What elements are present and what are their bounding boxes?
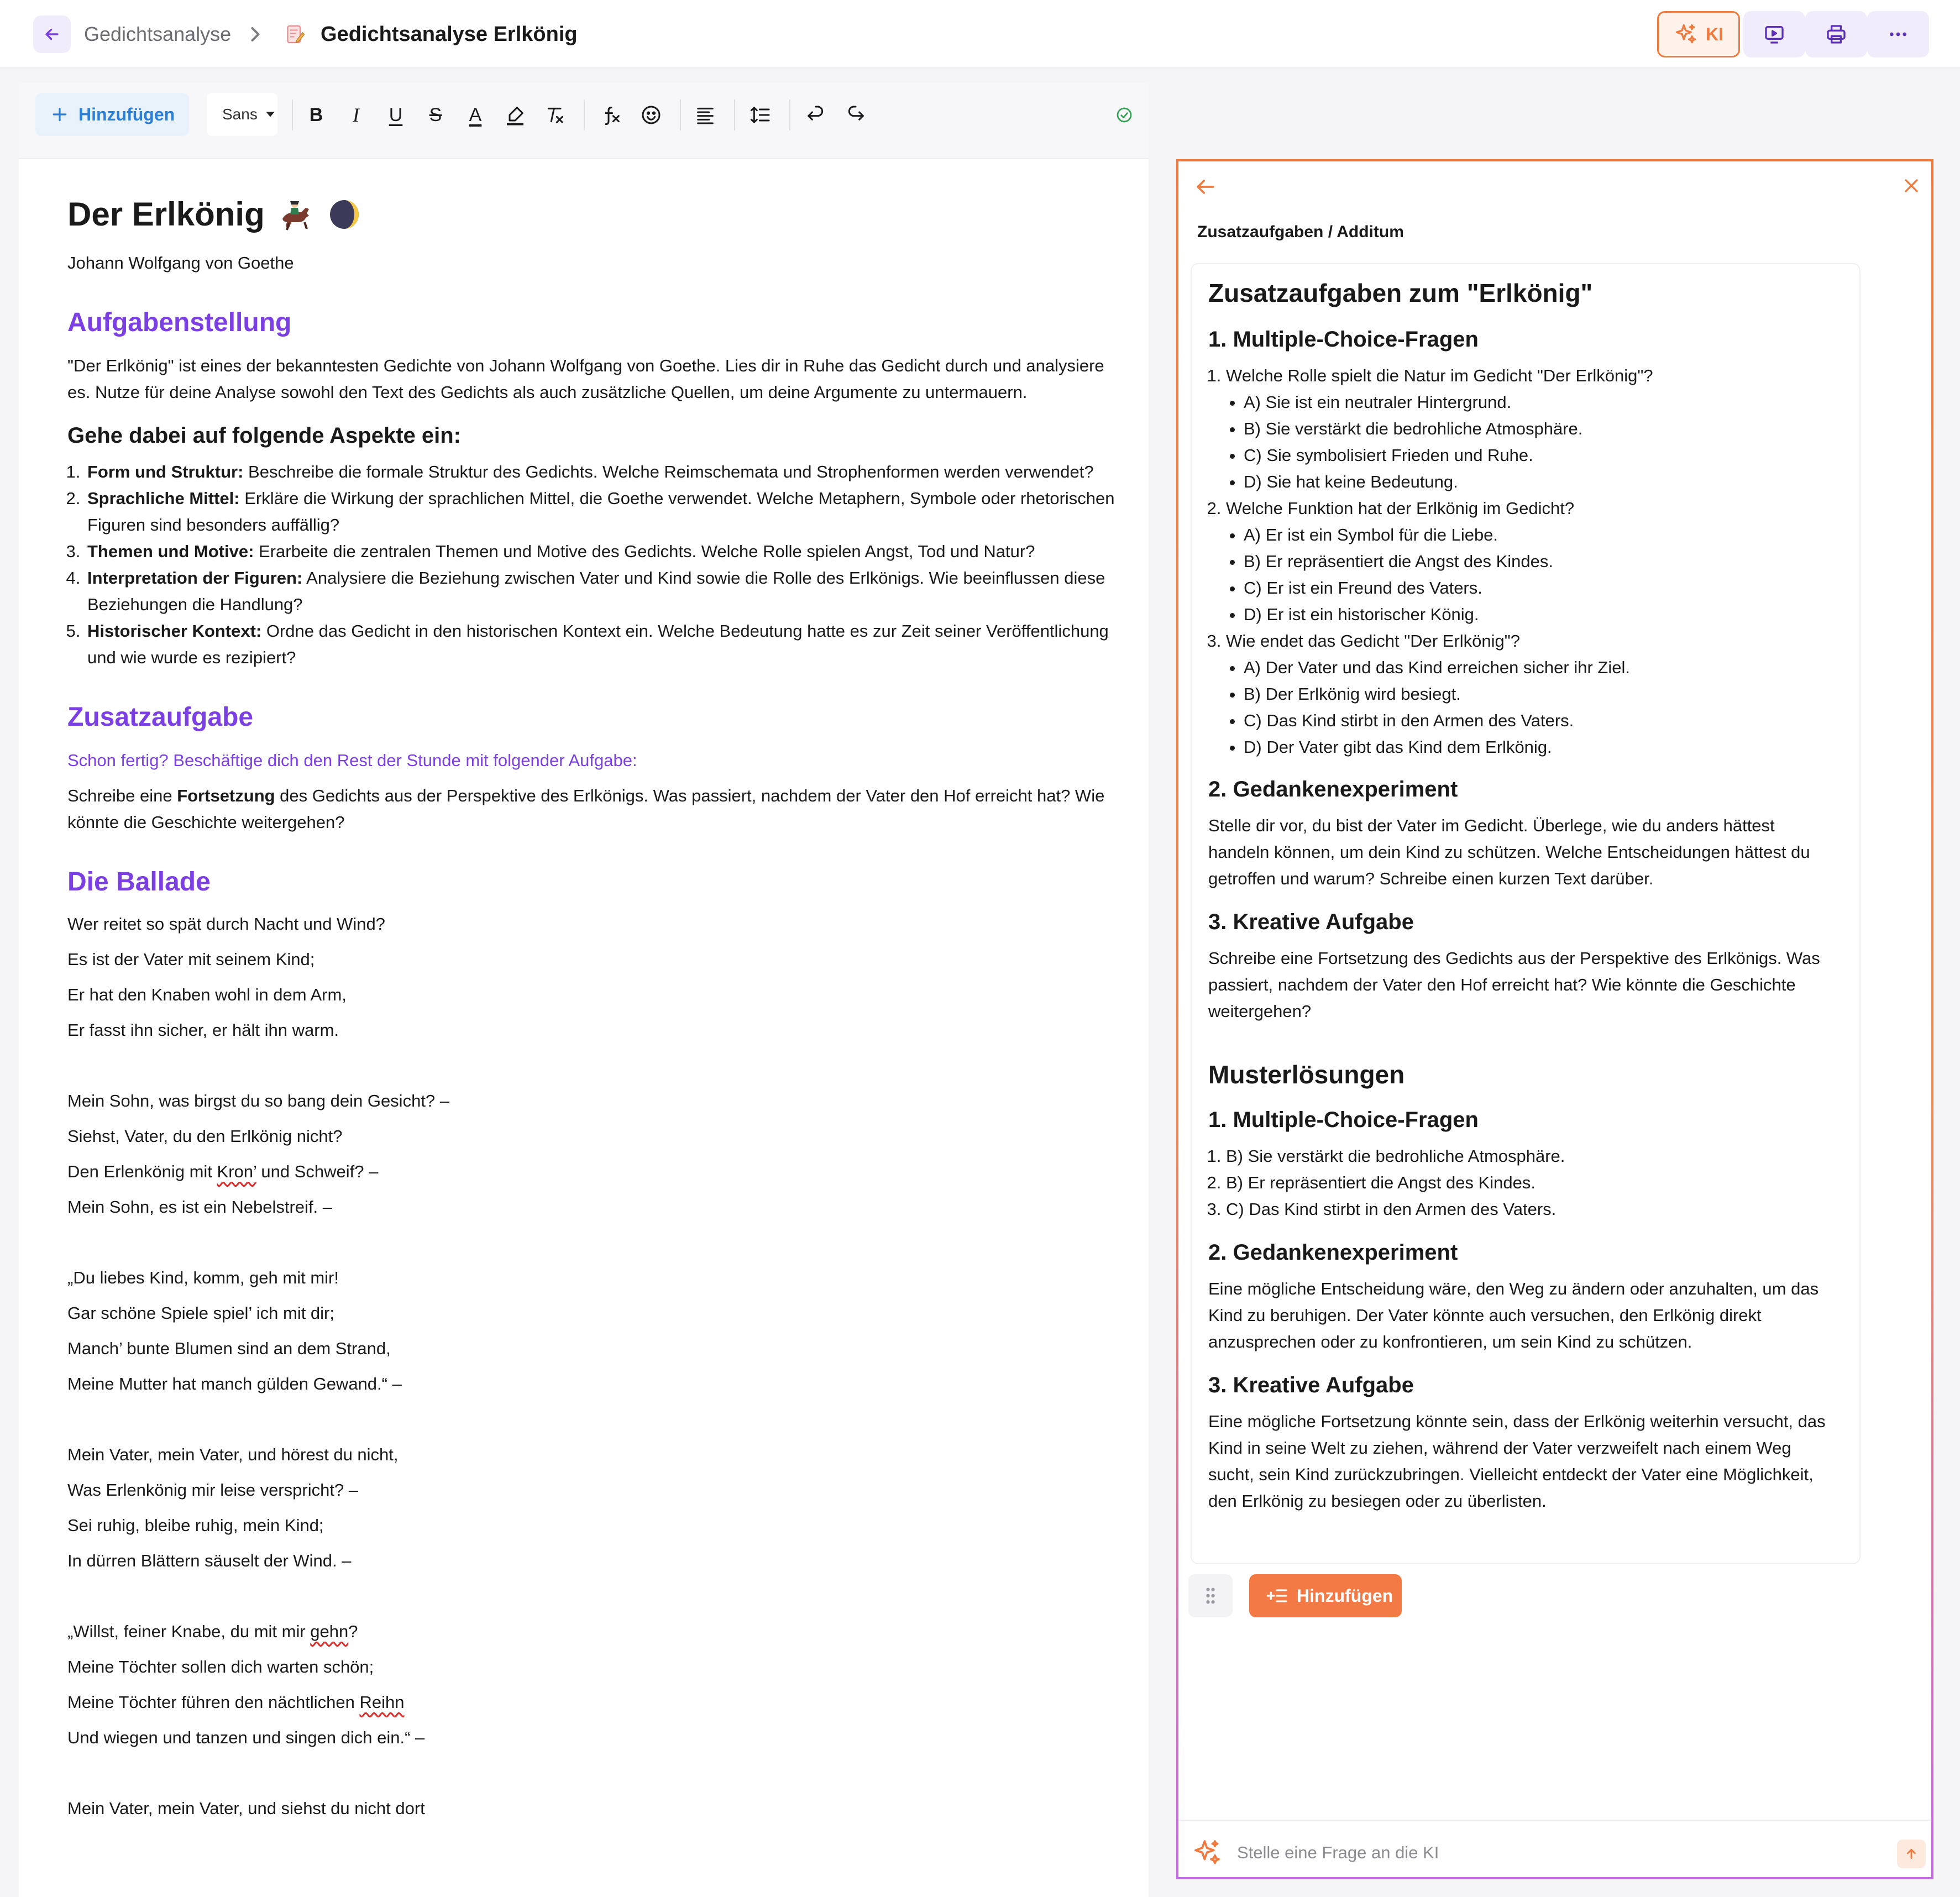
arrow-left-icon	[43, 25, 61, 44]
poem-line	[67, 1154, 1118, 1189]
stanza-gap	[67, 1579, 1118, 1614]
option-item: • D) Der Vater gibt das Kind dem Erlkönig.	[1244, 734, 1833, 761]
mc-question-list	[1208, 363, 1833, 761]
document-title-text: Der Erlkönig	[67, 196, 265, 233]
poem-line: Siehst, Vater, du den Erlkönig nicht?	[67, 1126, 343, 1146]
poem-line: Manch’ bunte Blumen sind an dem Strand,	[67, 1339, 391, 1358]
toolbar-divider	[734, 99, 735, 130]
arrow-up-icon	[1904, 1847, 1919, 1861]
document-icon	[285, 23, 305, 45]
aspect-label: Form und Struktur:	[87, 462, 244, 481]
aspect-label: Sprachliche Mittel:	[87, 489, 240, 508]
caret-down-icon	[265, 111, 275, 118]
aspect-label: Interpretation der Figuren:	[87, 568, 303, 588]
close-icon	[1900, 175, 1922, 197]
top-bar	[0, 0, 1960, 69]
more-horizontal-icon	[1887, 23, 1909, 45]
ki-panel	[1176, 159, 1933, 1879]
poem-line: Mein Vater, mein Vater, und hörest du nicht,	[67, 1445, 399, 1464]
question-text: Welche Rolle spielt die Natur im Gedicht "Der Erlkönig"?	[1226, 366, 1653, 385]
extra-note: Schon fertig? Beschäftige dich den Rest der Stunde mit folgender Aufgabe:	[67, 751, 637, 770]
option-list	[1226, 522, 1833, 628]
text-color-button[interactable]: A	[469, 104, 482, 125]
aspects-heading: Gehe dabei auf folgende Aspekte ein:	[67, 423, 461, 448]
solution-thought-text: Eine mögliche Entscheidung wäre, den Weg zu ändern oder anzuhalten, um das Kind zu beruhigen. Der Vater könnte auch versuchen, den Erlkönig direkt anzusprechen oder zu konfrontieren, um sein Kind zu schützen.	[1208, 1279, 1819, 1351]
creative-heading: 3. Kreative Aufgabe	[1208, 910, 1414, 934]
extra-text-bold: Fortsetzung	[177, 786, 275, 805]
editor	[19, 83, 1149, 1897]
strikethrough-button[interactable]: S	[429, 104, 442, 125]
option-item: • A) Der Vater und das Kind erreichen sicher ihr Ziel.	[1244, 654, 1833, 681]
aspect-text: Erkläre die Wirkung der sprachlichen Mittel, die Goethe verwendet. Welche Metaphern, Symbole oder rhetorischen Figuren sind besonders auffällig?	[87, 489, 1115, 534]
clear-format-icon	[544, 104, 566, 126]
spellcheck-word[interactable]: gehn	[310, 1622, 349, 1641]
poem-line: Sei ruhig, bleibe ruhig, mein Kind;	[67, 1516, 324, 1535]
question-text: Welche Funktion hat der Erlkönig im Gedicht?	[1226, 499, 1575, 518]
stanza-gap	[67, 1755, 1118, 1791]
italic-button[interactable]: I	[353, 104, 359, 126]
plus-icon	[51, 106, 69, 123]
sparkle-icon	[1192, 1837, 1223, 1868]
stanza-gap	[67, 1225, 1118, 1260]
option-item: • A) Er ist ein Symbol für die Liebe.	[1244, 522, 1833, 548]
spellcheck-word[interactable]: Kron’	[217, 1162, 256, 1181]
horse-rider-emoji-icon	[278, 197, 313, 232]
send-button[interactable]	[1897, 1840, 1926, 1868]
poem-line	[67, 1685, 1118, 1720]
option-item: • B) Er repräsentiert die Angst des Kindes.	[1244, 548, 1833, 575]
editor-toolbar	[19, 83, 1149, 159]
ki-question-input[interactable]	[1237, 1840, 1845, 1866]
poem-line: Und wiegen und tanzen und singen dich ein.“ –	[67, 1728, 425, 1747]
poem-line: Er hat den Knaben wohl in dem Arm,	[67, 985, 347, 1004]
emoji-button[interactable]	[636, 99, 667, 130]
poem-line: Was Erlenkönig mir leise verspricht? –	[67, 1480, 359, 1500]
undo-icon	[805, 104, 827, 126]
aspect-text: Erarbeite die zentralen Themen und Motive des Gedichts. Welche Rolle spielen Angst, Tod und Natur?	[254, 542, 1035, 561]
line-height-button[interactable]	[745, 99, 776, 130]
redo-button[interactable]	[840, 99, 871, 130]
mc-question	[1226, 363, 1833, 495]
creative-text: Schreibe eine Fortsetzung des Gedichts aus der Perspektive des Erlkönigs. Was passiert, nachdem der Vater den Hof erreicht hat? Wie könnte die Geschichte weitergehen?	[1208, 948, 1820, 1021]
spellcheck-word[interactable]: Reihn	[359, 1692, 405, 1712]
poem-line: Es ist der Vater mit seinem Kind;	[67, 950, 315, 969]
saved-check-icon	[1113, 104, 1135, 126]
back-button[interactable]	[33, 15, 71, 53]
option-item: • D) Sie hat keine Bedeutung.	[1244, 469, 1833, 495]
toolbar-divider	[584, 99, 585, 130]
presentation-icon	[1763, 23, 1785, 45]
extra-text-end: des Gedichts aus der Perspektive des Erlkönigs. Was passiert, nachdem der Vater den Hof erreicht hat? Wie könnte die Geschichte weitergehen?	[67, 786, 1105, 832]
function-icon	[600, 104, 622, 126]
poem-line: Mein Sohn, was birgst du so bang dein Gesicht? –	[67, 1091, 450, 1110]
document-body[interactable]	[67, 192, 1118, 1826]
option-item: • C) Das Kind stirbt in den Armen des Vaters.	[1244, 708, 1833, 734]
heading-aufgabenstellung: Aufgabenstellung	[67, 308, 292, 337]
highlighter-icon	[504, 104, 526, 126]
poem-fragment: „Willst, feiner Knabe, du mit mir	[67, 1622, 311, 1641]
panel-divider	[1178, 1820, 1931, 1821]
extra-paragraph	[67, 783, 1118, 836]
breadcrumb-parent[interactable]: Gedichtsanalyse	[84, 23, 232, 45]
solution-mc-heading: 1. Multiple-Choice-Fragen	[1208, 1108, 1479, 1132]
clear-format-button[interactable]	[539, 99, 570, 130]
formula-button[interactable]	[596, 99, 627, 130]
solution-creative-text: Eine mögliche Fortsetzung könnte sein, dass der Erlkönig weiterhin versucht, das Kind in seine Welt zu ziehen, während der Vater verzweifelt nach einem Weg sucht, sein Kind zurückzubringen. Vielleicht entdeckt der Vater eine Möglichkeit, den Erlkönig zu besiegen oder zu überlisten.	[1208, 1412, 1826, 1511]
ki-result-content	[1208, 274, 1833, 1515]
result-title: Zusatzaufgaben zum "Erlkönig"	[1208, 279, 1593, 307]
mc-question	[1226, 628, 1833, 761]
panel-breadcrumb: Zusatzaufgaben / Additum	[1197, 223, 1404, 241]
poem-line: Meine Töchter sollen dich warten schön;	[67, 1657, 374, 1676]
poem-line: „Du liebes Kind, komm, geh mit mir!	[67, 1268, 339, 1287]
aspect-item	[85, 459, 1118, 485]
toolbar-divider	[789, 99, 790, 130]
ki-panel-body	[1178, 161, 1931, 1877]
heading-ballade: Die Ballade	[67, 867, 211, 897]
ki-button[interactable]	[1657, 11, 1740, 57]
poem-fragment: und Schweif? –	[256, 1162, 379, 1181]
drag-handle[interactable]	[1188, 1574, 1233, 1617]
present-button[interactable]	[1743, 11, 1805, 57]
aspect-label: Themen und Motive:	[87, 542, 254, 561]
insert-list-icon	[1266, 1586, 1288, 1605]
solution-item: 2. B) Er repräsentiert die Angst des Kindes.	[1226, 1170, 1833, 1196]
poem-line	[67, 1614, 1118, 1649]
poem	[67, 906, 1118, 1826]
stanza-gap	[67, 1048, 1118, 1083]
insert-result-label: Hinzufügen	[1297, 1585, 1393, 1606]
drag-handle-icon	[1203, 1586, 1218, 1606]
question-text: Wie endet das Gedicht "Der Erlkönig"?	[1226, 631, 1521, 651]
highlight-button[interactable]	[500, 99, 531, 130]
aspect-text: Analysiere die Beziehung zwischen Vater und Kind sowie die Rolle des Erlkönigs. Wie beeinflussen diese Beziehungen die Handlung?	[87, 568, 1105, 614]
option-list	[1226, 654, 1833, 761]
option-item: • A) Sie ist ein neutraler Hintergrund.	[1244, 389, 1833, 416]
moon-emoji-icon	[327, 197, 362, 232]
align-button[interactable]	[690, 99, 721, 130]
poem-line: Gar schöne Spiele spiel’ ich mit dir;	[67, 1303, 334, 1323]
solution-creative-heading: 3. Kreative Aufgabe	[1208, 1373, 1414, 1397]
font-select-value: Sans	[222, 106, 258, 123]
poem-line: Wer reitet so spät durch Nacht und Wind?	[67, 914, 385, 934]
poem-line: Meine Mutter hat manch gülden Gewand.“ –	[67, 1374, 402, 1393]
poem-line: Mein Sohn, es ist ein Nebelstreif. –	[67, 1197, 333, 1217]
aspects-list	[67, 459, 1118, 671]
option-item: • B) Sie verstärkt die bedrohliche Atmosphäre.	[1244, 416, 1833, 442]
document-author: Johann Wolfgang von Goethe	[67, 253, 294, 273]
line-spacing-icon	[750, 104, 772, 126]
aspect-item	[85, 485, 1118, 538]
heading-zusatzaufgabe: Zusatzaufgabe	[67, 703, 254, 732]
aspect-text: Ordne das Gedicht in den historischen Kontext ein. Welche Bedeutung hatte es zur Zeit seiner Veröffentlichung und wie wurde es rezipiert?	[87, 621, 1109, 667]
option-item: • D) Er ist ein historischer König.	[1244, 601, 1833, 628]
document-title	[67, 192, 1118, 237]
poem-line: Er fasst ihn sicher, er hält ihn warm.	[67, 1020, 339, 1040]
extra-text-start: Schreibe eine	[67, 786, 177, 805]
solutions-heading: Musterlösungen	[1208, 1060, 1405, 1089]
page-title: Gedichtsanalyse Erlkönig	[321, 23, 578, 46]
aspect-label: Historischer Kontext:	[87, 621, 262, 641]
task-paragraph: "Der Erlkönig" ist eines der bekanntesten Gedichte von Johann Wolfgang von Goethe. Lies dir in Ruhe das Gedicht durch und analysiere es. Nutze für deine Analyse sowohl den Text des Gedichts als auch zusätzliche Quellen, um deine Argumente zu untermauern.	[67, 356, 1104, 402]
redo-icon	[845, 104, 867, 126]
mc-question	[1226, 495, 1833, 628]
solution-thought-heading: 2. Gedankenexperiment	[1208, 1240, 1458, 1265]
toolbar-divider	[680, 99, 681, 130]
toolbar-divider	[292, 99, 293, 130]
thought-text: Stelle dir vor, du bist der Vater im Gedicht. Überlege, wie du anders hättest handeln können, um dein Kind zu schützen. Welche Entscheidungen hättest du getroffen und warum? Schreibe einen kurzen Text darüber.	[1208, 816, 1810, 888]
aspect-item	[85, 618, 1118, 671]
aspect-item	[85, 538, 1118, 565]
smiley-icon	[640, 104, 662, 126]
sparkle-icon	[1674, 22, 1698, 46]
thought-heading: 2. Gedankenexperiment	[1208, 777, 1458, 801]
poem-line: Mein Vater, mein Vater, und siehst du nicht dort	[67, 1799, 425, 1818]
panel-back-button[interactable]	[1193, 175, 1217, 199]
ki-result-card	[1191, 263, 1861, 1564]
more-button[interactable]	[1867, 11, 1929, 57]
poem-fragment: Den Erlenkönig mit	[67, 1162, 217, 1181]
print-button[interactable]	[1805, 11, 1867, 57]
solution-item: 3. C) Das Kind stirbt in den Armen des Vaters.	[1226, 1196, 1833, 1223]
printer-icon	[1825, 23, 1847, 45]
align-left-icon	[694, 104, 716, 126]
panel-close-button[interactable]	[1900, 175, 1922, 197]
option-item: • C) Er ist ein Freund des Vaters.	[1244, 575, 1833, 601]
solution-mc-list	[1208, 1143, 1833, 1223]
ki-button-label: KI	[1706, 24, 1723, 44]
bold-button[interactable]: B	[309, 104, 323, 125]
poem-fragment: ?	[348, 1622, 358, 1641]
solution-item: 1. B) Sie verstärkt die bedrohliche Atmosphäre.	[1226, 1143, 1833, 1170]
undo-button[interactable]	[800, 99, 831, 130]
aspect-item	[85, 565, 1118, 618]
option-item: • B) Der Erlkönig wird besiegt.	[1244, 681, 1833, 708]
poem-fragment: Meine Töchter führen den nächtlichen	[67, 1692, 360, 1712]
option-item: • C) Sie symbolisiert Frieden und Ruhe.	[1244, 442, 1833, 469]
arrow-left-icon	[1193, 175, 1217, 199]
insert-result-button[interactable]	[1249, 1574, 1402, 1617]
aspect-text: Beschreibe die formale Struktur des Gedichts. Welche Reimschemata und Strophenformen werden verwendet?	[243, 462, 1094, 481]
option-list	[1226, 389, 1833, 495]
poem-line: In dürren Blättern säuselt der Wind. –	[67, 1551, 352, 1570]
underline-button[interactable]: U	[389, 104, 403, 125]
toolbar-add-button[interactable]	[35, 93, 189, 136]
chevron-right-icon	[248, 22, 263, 46]
font-select[interactable]	[207, 93, 277, 136]
stanza-gap	[67, 1402, 1118, 1437]
mc-heading: 1. Multiple-Choice-Fragen	[1208, 327, 1479, 352]
toolbar-add-label: Hinzufügen	[78, 104, 175, 124]
